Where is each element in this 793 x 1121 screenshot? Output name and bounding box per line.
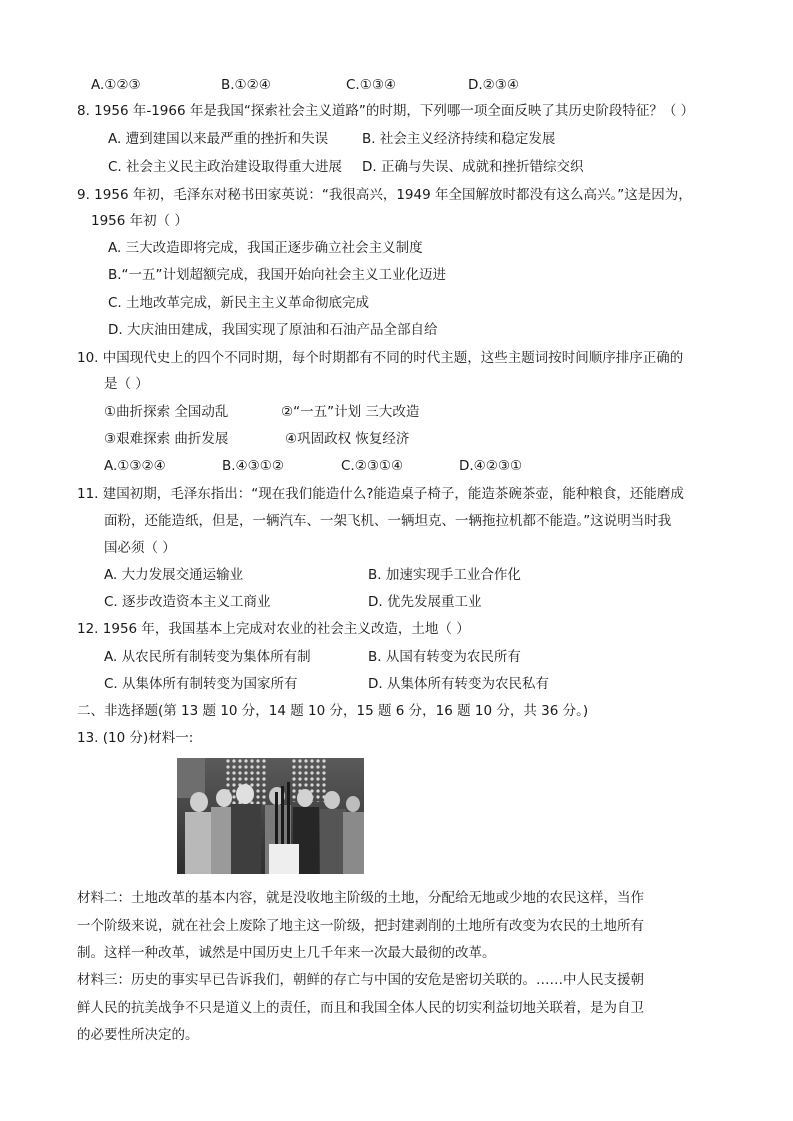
- q8-option-b: B. 社会主义经济持续和稳定发展: [362, 131, 556, 147]
- q9-option-b: B.“一五”计划超额完成，我国开始向社会主义工业化迈进: [108, 267, 447, 283]
- q12-option-b: B. 从国有转变为农民所有: [368, 649, 521, 665]
- q10-option-d: D.④②③①: [459, 458, 523, 474]
- q9-stem-line2: 1956 年初（ ）: [91, 213, 188, 229]
- q11-stem-line1: 11. 建国初期，毛泽东指出：“现在我们能造什么?能造桌子椅子，能造茶碗茶壶，能种粮食，还能磨成: [77, 486, 684, 502]
- q11-option-c: C. 逐步改造资本主义工商业: [104, 594, 271, 610]
- q8-stem: 8. 1956 年-1966 年是我国“探索社会主义道路”的时期，下列哪一项全面反映了其历史阶段特征？（ ）: [77, 103, 695, 119]
- q7-option-c: C.①③④: [346, 77, 397, 93]
- q9-option-c: C. 土地改革完成，新民主主义革命彻底完成: [108, 295, 370, 311]
- q8-option-a: A. 遭到建国以来最严重的挫折和失误: [108, 131, 329, 147]
- q9-stem-line1: 9. 1956 年初，毛泽东对秘书田家英说：“我很高兴，1949 年全国解放时都没有这么高兴。”这是因为，: [77, 187, 692, 203]
- q12-option-c: C. 从集体所有制转变为国家所有: [104, 676, 298, 692]
- q9-option-d: D. 大庆油田建成，我国实现了原油和石油产品全部自给: [108, 322, 438, 338]
- q10-item-3: ③艰难探索 曲折发展: [104, 431, 229, 447]
- q13-material3-line3: 的必要性所决定的。: [77, 1027, 199, 1043]
- q11-stem-line2: 面粉，还能造纸，但是，一辆汽车、一架飞机、一辆坦克、一辆拖拉机都不能造。”这说明当时我: [104, 513, 672, 529]
- q7-option-a: A.①②③: [91, 77, 141, 93]
- q9-option-a: A. 三大改造即将完成，我国正逐步确立社会主义制度: [108, 240, 423, 256]
- q13-material3-line2: 鲜人民的抗美战争不只是道义上的责任，而且和我国全体人民的切实利益切地关联着，是为自卫: [77, 1000, 644, 1016]
- q13-material3-line1: 材料三：历史的事实早已告诉我们，朝鲜的存亡与中国的安危是密切关联的。……中人民支援朝: [77, 972, 644, 988]
- q7-option-d: D.②③④: [468, 77, 519, 93]
- q13-stem: 13. (10 分)材料一:: [77, 730, 194, 746]
- q10-option-a: A.①③②④: [104, 458, 166, 474]
- q11-option-b: B. 加速实现手工业合作化: [368, 567, 521, 583]
- q13-material2-line2: 一个阶级来说，就在社会上废除了地主这一阶级，把封建剥削的土地所有改变为农民的土地所有: [77, 918, 644, 934]
- q10-item-1: ①曲折探索 全国动乱: [104, 404, 229, 420]
- q8-option-d: D. 正确与失误、成就和挫折错综交织: [362, 159, 584, 175]
- q12-stem: 12. 1956 年，我国基本上完成对农业的社会主义改造，土地（ ）: [77, 621, 470, 637]
- q11-stem-line3: 国必须（ ）: [104, 540, 176, 556]
- q10-option-b: B.④③①②: [222, 458, 284, 474]
- historical-photo: [177, 758, 364, 874]
- q8-option-c: C. 社会主义民主政治建设取得重大进展: [108, 159, 343, 175]
- section-2-heading: 二、非选择题(第 13 题 10 分，14 题 10 分，15 题 6 分，16 题 10 分，共 36 分。): [77, 703, 589, 719]
- q10-option-c: C.②③①④: [341, 458, 404, 474]
- q13-material2-line1: 材料二：土地改革的基本内容，就是没收地主阶级的土地，分配给无地或少地的农民这样，当作: [77, 890, 644, 906]
- q11-option-d: D. 优先发展重工业: [368, 594, 482, 610]
- q12-option-d: D. 从集体所有转变为农民私有: [368, 676, 549, 692]
- q10-item-4: ④巩固政权 恢复经济: [285, 431, 410, 447]
- q7-option-b: B.①②④: [221, 77, 271, 93]
- q10-item-2: ②“一五”计划 三大改造: [281, 404, 420, 420]
- q10-stem-line1: 10. 中国现代史上的四个不同时期，每个时期都有不同的时代主题，这些主题词按时间顺序排序正确的: [77, 350, 684, 366]
- q13-material2-line3: 制。这样一种改革，诚然是中国历史上几千年来一次最大最彻的改革。: [77, 945, 496, 961]
- q11-option-a: A. 大力发展交通运输业: [104, 567, 244, 583]
- q12-option-a: A. 从农民所有制转变为集体所有制: [104, 649, 311, 665]
- q10-stem-line2: 是（ ）: [104, 376, 149, 392]
- photo-illustration: [177, 758, 364, 874]
